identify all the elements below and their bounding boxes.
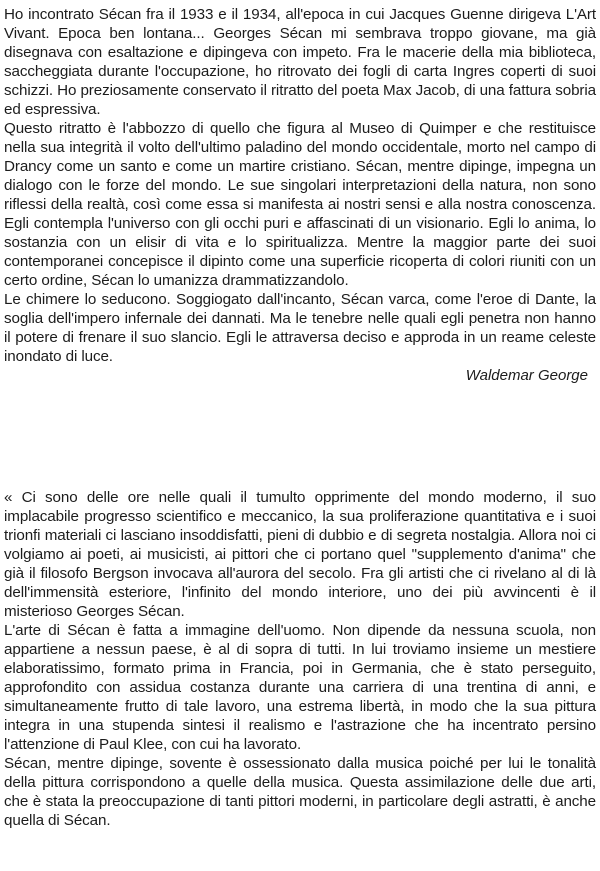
document-page bbox=[4, 5, 596, 830]
paragraph: L'arte di Sécan è fatta a immagine dell'uomo. Non dipende da nessuna scuola, non appartiene a nessun paese, è al di sopra di tutti. In lui troviamo insieme un mestiere elaboratissimo, formato prima in Francia, poi in Germania, che è stato perseguito, approfondito con assidua costanza durante una carriera di una trentina di anni, e simultaneamente frutto di tale lavoro, una estrema libertà, in modo che la sua pittura integra in una stupenda sintesi il realismo e l'astrazione che ha incentrato persino l'attenzione di Paul Klee, con cui ha lavorato. bbox=[4, 622, 596, 753]
paragraph: Sécan, mentre dipinge, sovente è ossessionato dalla musica poiché per lui le tonalità della pittura corrispondono a quelle della musica. Questa assimilazione delle due arti, che è stata la preoccupazione di tanti pittori moderni, in particolare degli astratti, è anche quella di Sécan. bbox=[4, 755, 596, 829]
article-quote bbox=[4, 488, 596, 830]
author-signature: Waldemar George bbox=[465, 367, 588, 384]
paragraph: Le chimere lo seducono. Soggiogato dall'incanto, Sécan varca, come l'eroe di Dante, la soglia dell'impero infernale dei dannati. Ma le tenebre nelle quali egli penetra non hanno il potere di frenare il suo slancio. Egli le attraversa deciso e approda in un reame celeste inondato di luce. bbox=[4, 291, 596, 365]
article-waldemar-george bbox=[4, 5, 596, 385]
paragraph: Ho incontrato Sécan fra il 1933 e il 1934, all'epoca in cui Jacques Guenne dirigeva L'Art Vivant. Epoca ben lontana... Georges Sécan mi sembrava troppo giovane, ma già disegnava con esaltazione e dipingeva con impeto. Fra le macerie della mia biblioteca, saccheggiata durante l'occupazione, ho ritrovato dei fogli di carta Ingres coperti di suoi schizzi. Ho preziosamente conservato il ritratto del poeta Max Jacob, di una fattura sobria ed espressiva. bbox=[4, 6, 596, 118]
paragraph: « Ci sono delle ore nelle quali il tumulto opprimente del mondo moderno, il suo implacabile progresso scientifico e meccanico, la sua proliferazione quantitativa e i suoi trionfi materiali ci lasciano insoddisfatti, pieni di dubbio e di segreta nostalgia. Allora noi ci volgiamo ai poeti, ai musicisti, ai pittori che ci portano quel "supplemento d'anima" che già il filosofo Bergson invocava all'aurora del secolo. Fra gli artisti che ci rivelano al di là dell'immensità esteriore, l'infinito del mondo interiore, uno dei più avvincenti è il misterioso Georges Sécan. bbox=[4, 489, 596, 620]
paragraph: Questo ritratto è l'abbozzo di quello che figura al Museo di Quimper e che restituisce nella sua integrità il volto dell'ultimo paladino del mondo occidentale, morto nel campo di Drancy come un santo e come un martire cristiano. Sécan, mentre dipinge, impegna un dialogo con le forze del mondo. Le sue singolari interpretazioni della natura, non sono riflessi della realtà, così come essa si manifesta ai nostri sensi e alla nostra conoscenza. Egli contempla l'universo con gli occhi puri e affascinati di un visionario. Egli lo anima, lo sostanzia con un elisir di vita e lo spiritualizza. Mentre la maggior parte dei suoi contemporanei concepisce il dipinto come una superficie ricoperta di colori riuniti con un certo ordine, Sécan lo umanizza drammatizzandolo. bbox=[4, 120, 596, 289]
